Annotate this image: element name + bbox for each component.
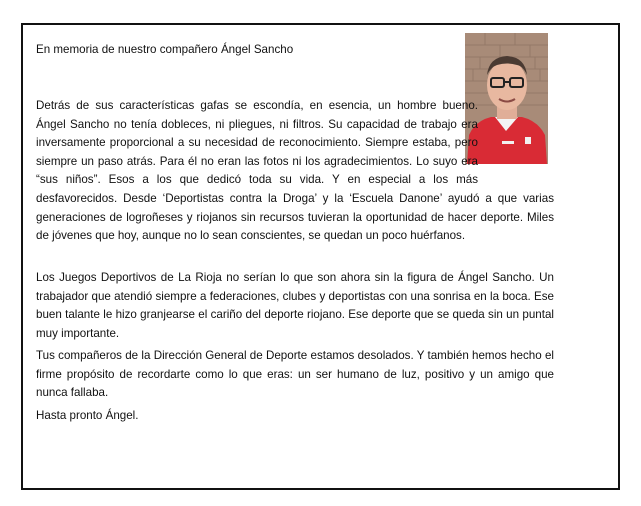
paragraph-4: Hasta pronto Ángel. [36,409,139,422]
photo-float-spacer [478,97,554,173]
paragraph-1 [36,97,554,246]
paragraph-2: Los Juegos Deportivos de La Rioja no serían lo que son ahora sin la figura de Ángel Sancho. Un trabajador que atendió siempre a federaciones, clubes y deportistas con una sonrisa en la boca. Ese buen talante le hizo granjearse el cariño del deporte riojano. Ese deporte que se queda sin un puntal muy importante. [36,271,554,340]
memorial-title: En memoria de nuestro compañero Ángel Sancho [36,43,294,56]
paragraph-1-text: Detrás de sus características gafas se escondía, en esencia, un hombre bueno. Ángel Sancho no tenía dobleces, ni pliegues, ni filtros. Su capacidad de trabajo era inversamente proporcional a su necesidad de reconocimiento. Siempre estaba, pero siempre un paso atrás. Para él no eran las fotos ni los agradecimientos. Lo suyo era “sus niños”. Esos a los que dedicó toda su vida. Y en especial a los más desfavorecidos. Desde ‘Deportistas contra la Droga’ y la ‘Escuela Danone’ ayudó a que varias generaciones de logroñeses y riojanos sin recursos tuvieran la oportunidad de hacer deporte. Miles de jóvenes que hoy, aunque no lo sean conscientes, se quedan un poco huérfanos. [36,99,554,243]
paragraph-3: Tus compañeros de la Dirección General de Deporte estamos desolados. Y también hemos hecho el firme propósito de recordarte como lo que eras: un ser humano de luz, positivo y un amigo que nunca fallaba. [36,349,554,400]
